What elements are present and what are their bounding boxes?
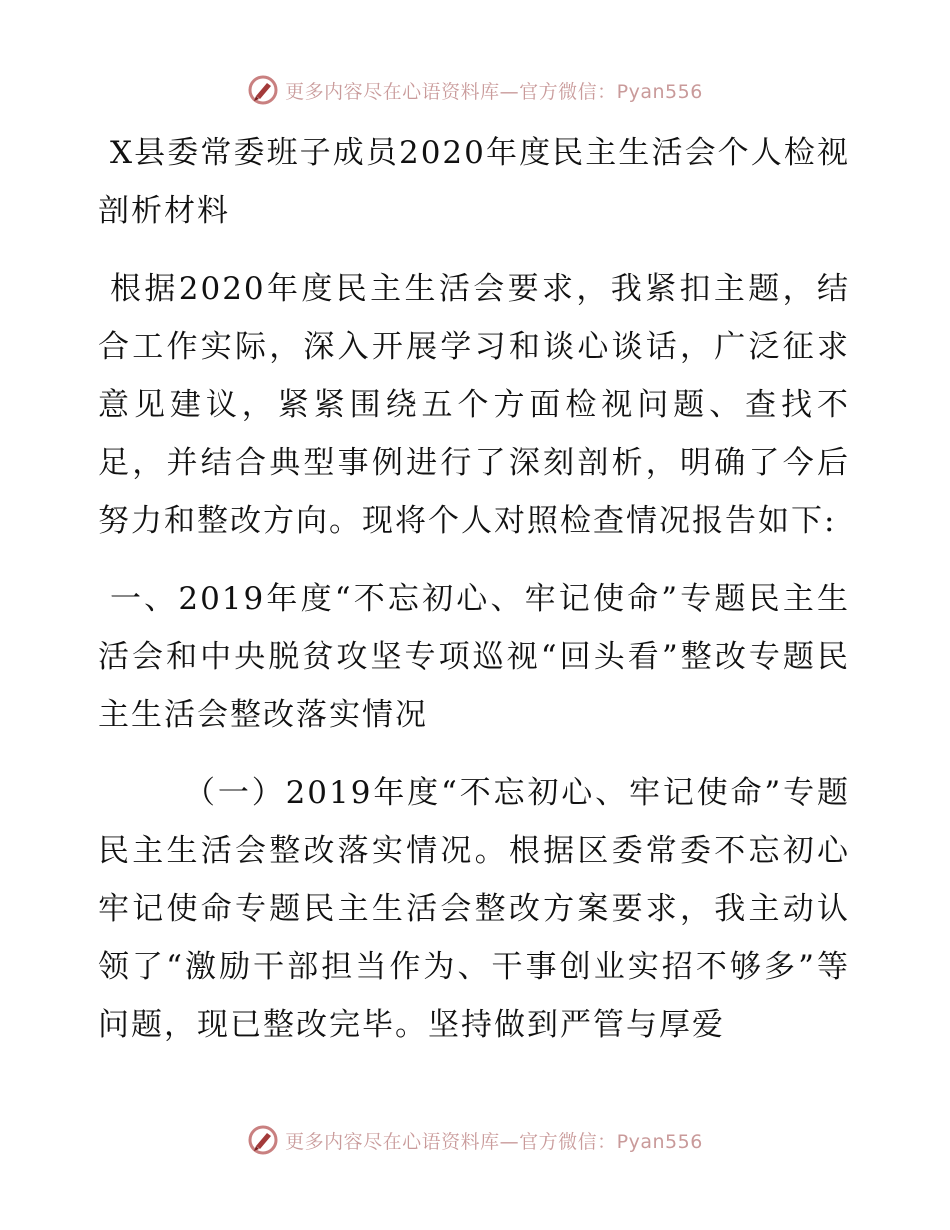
footer-watermark <box>0 1120 950 1160</box>
watermark-text: 更多内容尽在心语资料库—官方微信：Pyan556 <box>285 1130 703 1153</box>
document-body <box>98 124 850 1054</box>
subsection-paragraph-1: （一）2019年度“不忘初心、牢记使命”专题民主生活会整改落实情况。根据区委常委不忘初心牢记使命专题民主生活会整改方案要求，我主动认领了“激励干部担当作为、干事创业实招不够多”等问题，现已整改完毕。坚持做到严管与厚爱 <box>98 775 850 1043</box>
watermark-text: 更多内容尽在心语资料库—官方微信：Pyan556 <box>285 80 703 103</box>
intro-paragraph: 根据2020年度民主生活会要求，我紧扣主题，结合工作实际，深入开展学习和谈心谈话，广泛征求意见建议，紧紧围绕五个方面检视问题、查找不足，并结合典型事例进行了深刻剖析，明确了今后努力和整改方向。现将个人对照检查情况报告如下: <box>98 271 850 539</box>
pen-logo-icon <box>247 1124 279 1156</box>
document-title: X县委常委班子成员2020年度民主生活会个人检视剖析材料 <box>98 135 850 229</box>
section-heading-1: 一、2019年度“不忘初心、牢记使命”专题民主生活会和中央脱贫攻坚专项巡视“回头看”整改专题民主生活会整改落实情况 <box>98 581 850 733</box>
header-watermark <box>0 70 950 110</box>
pen-logo-icon <box>247 74 279 106</box>
